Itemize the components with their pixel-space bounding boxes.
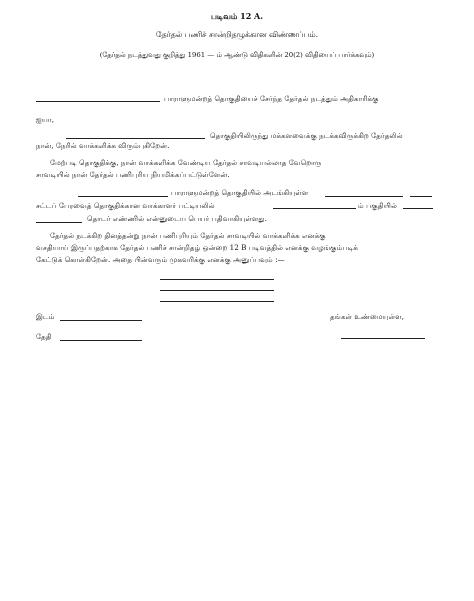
- parliamentary-constituency-blank: [78, 196, 168, 197]
- constituency-name-blank: [66, 138, 205, 139]
- addressee-line: பாராளுமன்றத் தொகுதியைச் சேர்ந்த தேர்தல் நடத்தும் அதிகாரிக்கு: [164, 94, 379, 103]
- date-label: தேதி: [36, 332, 52, 341]
- assembly-blank-1: [325, 196, 403, 197]
- paragraph-4-line-2: வசதியாய் இருப்பதற்காக தேர்தல் பணிச் சான்றிதழ் ஒன்றை 12 B படிவத்தில் எனக்கு வழங்கும்படிக்: [36, 243, 358, 252]
- constituency-blank: [36, 101, 160, 102]
- part-number-blank: [273, 208, 356, 209]
- place-blank: [60, 320, 142, 321]
- paragraph-1-line-2: நான், நேரில் வாக்களிக்க விரும்புகிறேன்.: [36, 141, 170, 150]
- paragraph-2-line-1: மேற்படி தொகுதிக்கு, நான் வாக்களிக்க வேண்டிய தேர்தல் சாவடியல்லாத வேறொரு: [50, 158, 322, 167]
- paragraph-3-line-1: பாராளுமன்றத் தொகுதியில் அடங்கியுள்ள: [171, 188, 309, 197]
- paragraph-3-line-2-end: ம் பகுதியில்: [358, 201, 397, 210]
- salutation: ஐயா,: [36, 115, 54, 124]
- address-line-3: [160, 301, 274, 302]
- paragraph-3-line-3: தொடர் எண்ணில் என்னுடைய பெயர் பதிவாகியுள்ளது.: [87, 214, 267, 223]
- paragraph-2-line-2: சாவடியில் நான் தேர்தல் பணிபுரிய நியமிக்கப்பட்டுள்ளேன்.: [36, 170, 230, 179]
- address-line-2: [160, 290, 274, 291]
- form-title: தேர்தல் பணிச் சான்றிதழுக்கான விண்ணப்பம்.: [155, 30, 319, 39]
- assembly-blank-2: [410, 196, 432, 197]
- form-subtitle: (தேர்தல் நடத்துவது குறித்து 1961 — ம் ஆண்டு விதிகளின் 20(2) விதியைப் பார்க்கவும்): [99, 51, 375, 59]
- place-label: இடம்: [36, 312, 55, 321]
- signature-line: [341, 338, 425, 339]
- paragraph-4-line-3: கேட்டுக் கொள்கிறேன். அதை பின்வரும் முகவரிக்கு எனக்கு அனுப்பவும் :—: [36, 255, 285, 264]
- paragraph-3-line-2: சட்டப் பேரவைத் தொகுதிக்கான வாக்காளர் பட்டியலில்: [36, 201, 215, 210]
- paragraph-4-line-1: தேர்தல் நடக்கிற தினத்தன்று நான் பணிபுரியும் தேர்தல் சாவடியில் வாக்களிக்க எனக்கு: [50, 231, 326, 240]
- serial-number-blank: [36, 222, 82, 223]
- closing-text: தங்கள் உண்மையுள்ள,: [330, 312, 405, 321]
- paragraph-1-line-1: தொகுதியிலிருந்து மக்களவைக்கு நடக்கவிருக்கிற தேர்தலில்: [210, 131, 403, 140]
- address-line-1: [160, 279, 274, 280]
- date-blank: [60, 340, 142, 341]
- part-blank-2: [403, 208, 433, 209]
- form-number: படிவம் 12 A.: [210, 11, 264, 21]
